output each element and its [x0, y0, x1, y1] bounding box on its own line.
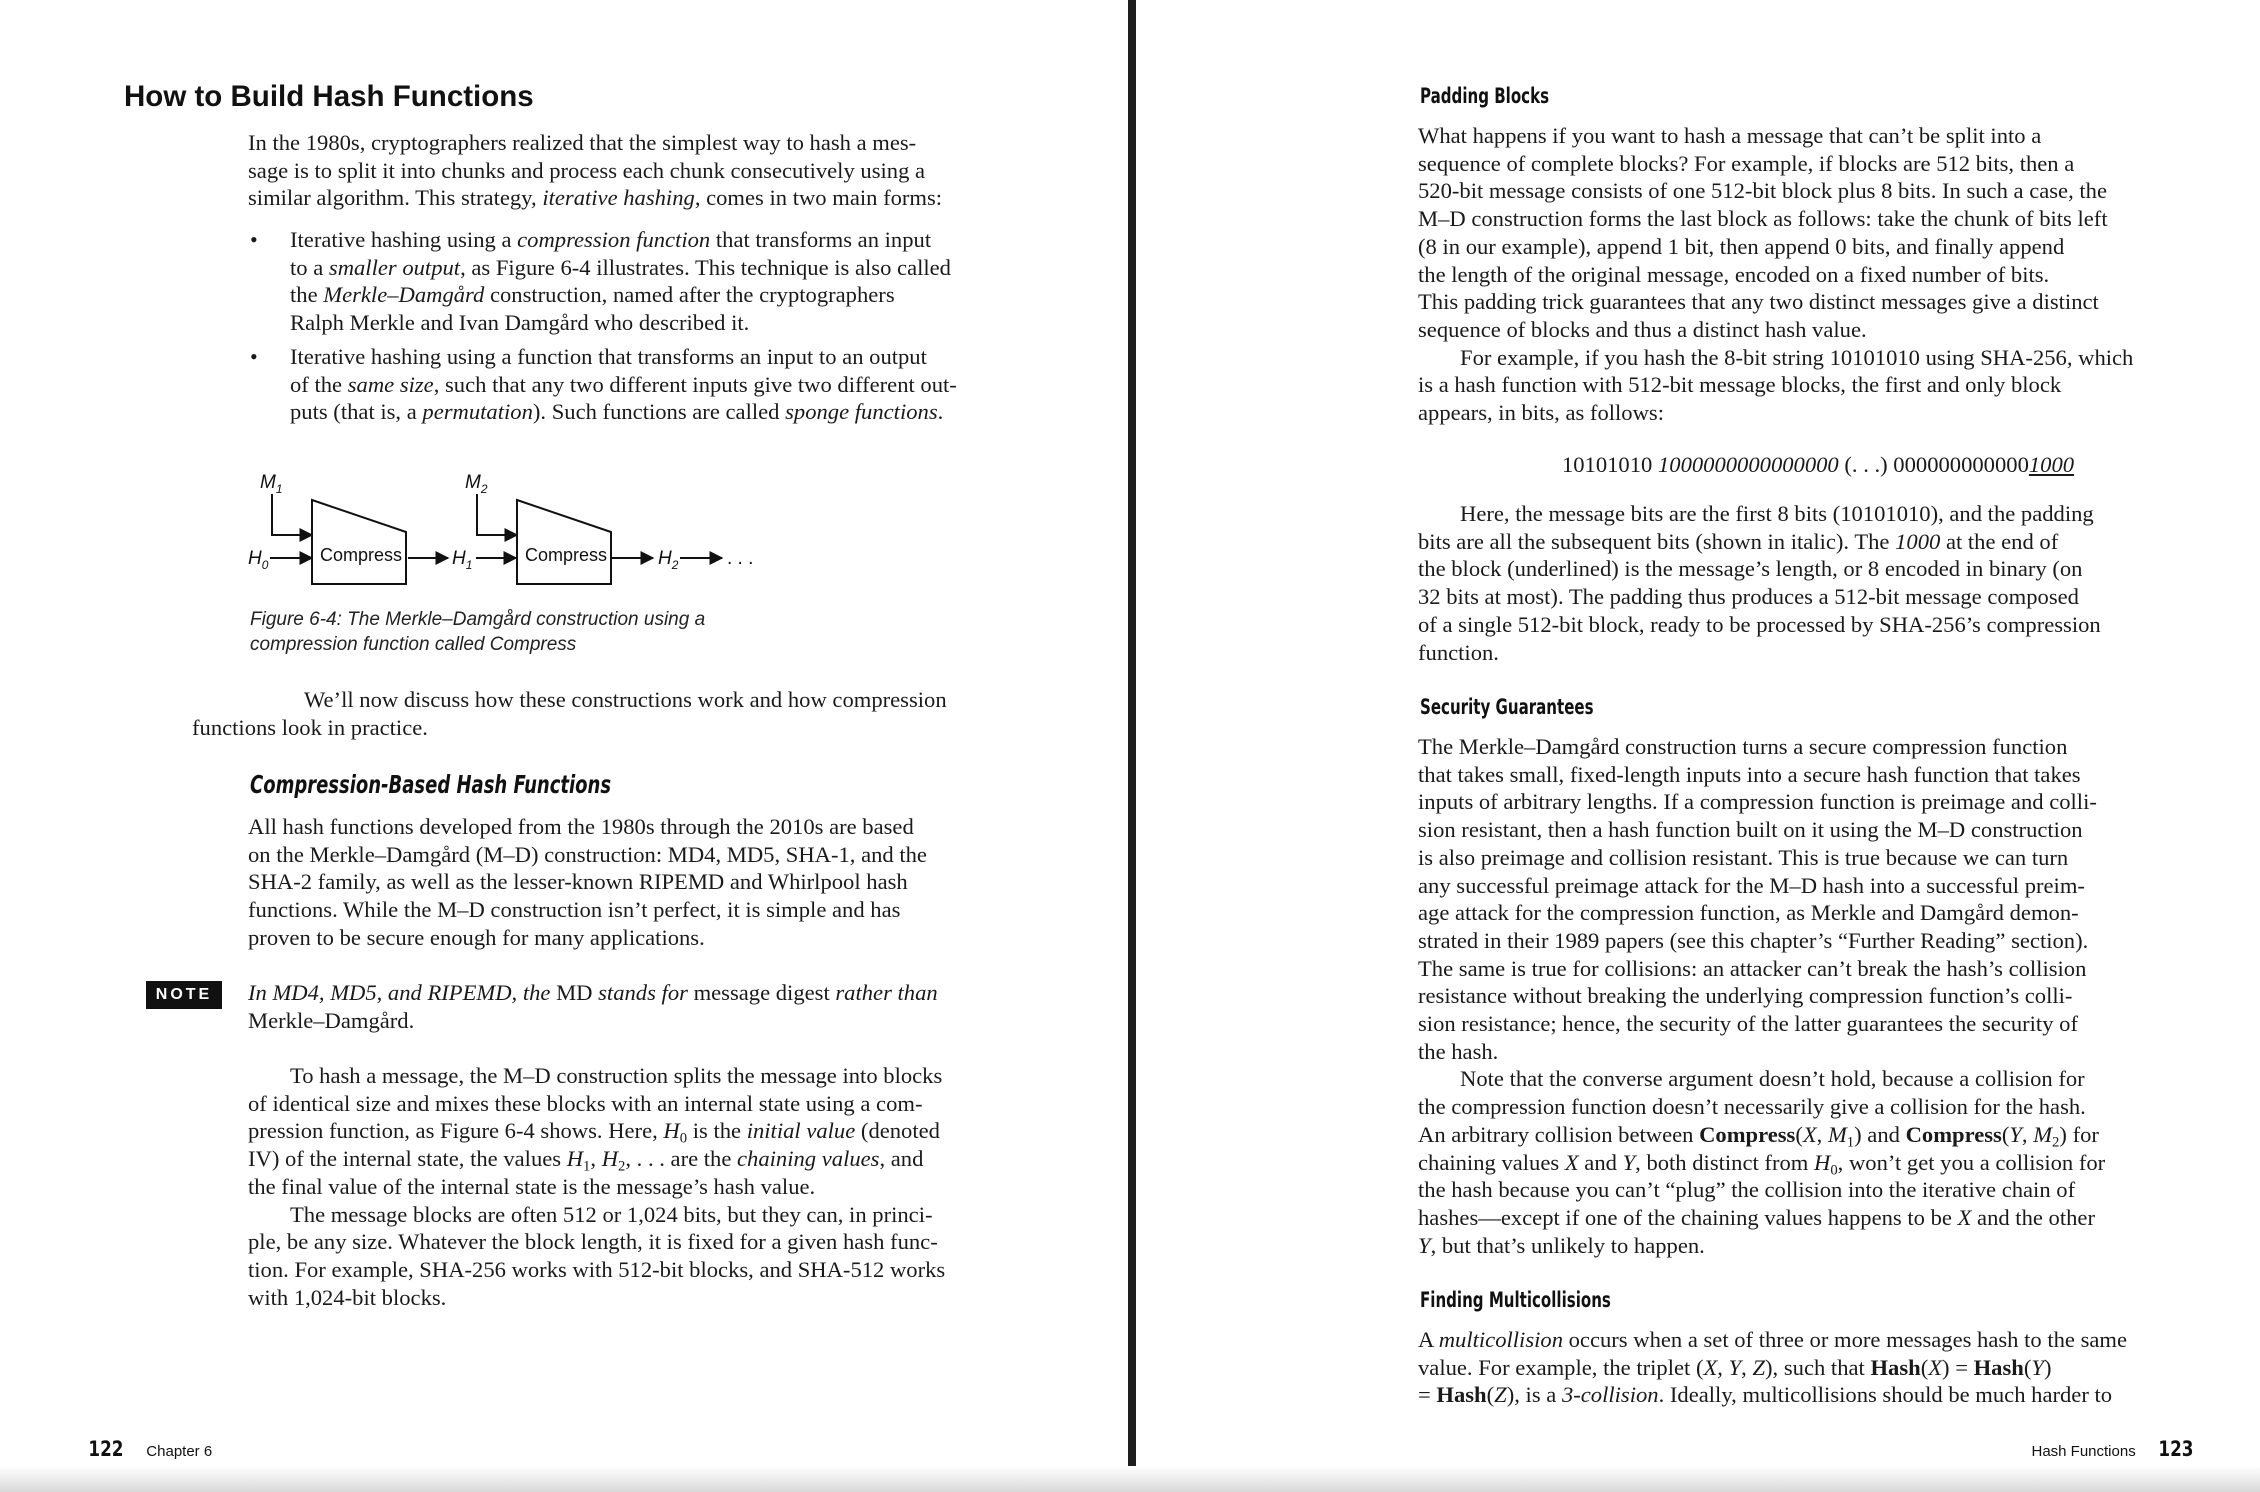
m2-label: $M_2$	[465, 472, 488, 496]
merkle-damgard-figure	[240, 460, 780, 600]
chapter-heading: How to Build Hash Functions	[124, 80, 534, 113]
m1-arrow	[272, 494, 312, 535]
intro-paragraph: In the 1980s, cryptographers realized that the simplest way to hash a mes- sage is to split it into chunks and process each chunk consecutively using a similar algorithm. This strategy, iterative hashing, comes in two main forms:	[248, 130, 943, 211]
left-folio	[84, 1437, 212, 1461]
h2-label: $H_2$	[658, 548, 679, 572]
list-item: • Iterative hashing using a compression function that transforms an input to a smaller output, as Figure 6-4 illustrates. This technique is also called the Merkle–Damgård construction, named after the cryptographers Ralph Merkle and Ivan Damgård who described it.	[248, 226, 1048, 337]
note-label: NOTE	[146, 981, 222, 1009]
bottom-shadow	[0, 1466, 2260, 1492]
page-number: 123	[2158, 1437, 2194, 1461]
figure-caption: Figure 6-4: The Merkle–Damgård construction using a compression function called Compress	[250, 609, 706, 655]
list-item: • Iterative hashing using a function that transforms an input to an output of the same size, such that any two different inputs give two different out- puts (that is, a permutation). Such functions are called sponge functions.	[248, 343, 1048, 426]
compress-label-1: Compress	[320, 545, 403, 565]
note-text: In MD4, MD5, and RIPEMD, the MD stands for message digest rather than Merkle–Damgård.	[248, 980, 938, 1033]
right-folio	[2031, 1437, 2198, 1461]
h1-label: $H_1$	[452, 548, 473, 572]
running-footer: Hash Functions	[2031, 1443, 2136, 1460]
m2-arrow	[477, 494, 517, 535]
h0-label: $H_0$	[248, 548, 269, 572]
running-footer: Chapter 6	[146, 1443, 213, 1460]
after-figure-paragraph: We’ll now discuss how these constructions work and how compression functions look in practice.	[192, 687, 947, 740]
m1-label: $M_1$	[260, 472, 283, 496]
security-heading: Security Guarantees	[1420, 695, 1594, 720]
multicollisions-heading: Finding Multicollisions	[1420, 1288, 1611, 1313]
compression-paragraph: All hash functions developed from the 1980s through the 2010s are based on the Merkle–Damgård (M–D) construction: MD4, MD5, SHA-1, and the SHA-2 family, as well as the lesser-known RIPEMD and Whirlpool hash functions. While the M–D construction isn’t perfect, it is simple and has proven to be secure enough for many applications.	[248, 814, 927, 950]
forms-list	[248, 226, 1048, 432]
page-number: 122	[88, 1437, 124, 1461]
padding-explanation: Here, the message bits are the first 8 bits (10101010), and the padding bits are all the subsequent bits (shown in italic). The 1000 at the end of the block (underlined) is the message’s length, or 8 encoded in binary (on 32 bits at most). The padding thus produces a 512-bit message composed of a single 512-bit block, ready to be processed by SHA-256’s compression function.	[1418, 501, 2101, 665]
padding-heading: Padding Blocks	[1420, 84, 1550, 109]
compress-box-2	[517, 500, 611, 584]
left-page	[0, 0, 1128, 1492]
ellipsis: . . .	[727, 548, 754, 569]
compress-label-2: Compress	[525, 545, 608, 565]
multicollision-paragraph: A multicollision occurs when a set of three or more messages hash to the same value. For example, the triplet (X, Y, Z), such that Hash(X) = Hash(Y) = Hash(Z), is a 3-collision. Ideally, multicollisions should be much harder to	[1418, 1327, 2128, 1408]
right-page	[1136, 0, 2260, 1492]
bit-string: 10101010 1000000000000000 (. . .) 0000000000001000	[1561, 452, 2075, 477]
security-paragraph: The Merkle–Damgård construction turns a secure compression function that takes small, fixed-length inputs into a secure hash function that takes inputs of arbitrary lengths. If a compression function is preimage and colli- sion resistant, then a hash function built on it using the M–D construction is also preimage and collision resistant. This is true because we can turn any successful preimage attack for the M–D hash into a successful preim- age attack for the compression function, as Merkle and Damgård demon- strated in their 1989 papers (see this chapter’s “Further Reading” section). The same is true for collisions: an attacker can’t break the hash’s collision resistance without breaking the underlying compression function’s colli- sion resistance; hence, the security of the latter guarantees the security of the hash. Note that the converse argument doesn’t hold, because a collision for the compression function doesn’t necessarily give a collision for the hash. An arbitrary collision between Compress(X, $M_1$) and Compress(Y, $M_2$) for chaining values X and Y, both distinct from $H_0$, won’t get you a collision for the hash because you can’t “plug” the collision into the iterative chain of hashes—except if one of the chaining values happens to be X and the other Y, but that’s unlikely to happen.	[1418, 734, 2106, 1258]
hash-message-paragraph: To hash a message, the M–D construction splits the message into blocks of identical size and mixes these blocks with an internal state using a com- pression function, as Figure 6-4 shows. Here, $H_0$ is the initial value (denoted IV) of the internal state, the values $H_1$, $H_2$, . . . are the chaining values, and the final value of the internal state is the message’s hash value. The message blocks are often 512 or 1,024 bits, but they can, in princi- ple, be any size. Whatever the block length, it is fixed for a given hash func- tion. For example, SHA-256 works with 512-bit blocks, and SHA-512 works with 1,024-bit blocks.	[248, 1063, 946, 1310]
padding-paragraph: What happens if you want to hash a message that can’t be split into a sequence of complete blocks? For example, if blocks are 512 bits, then a 520-bit message consists of one 512-bit block plus 8 bits. In such a case, the M–D construction forms the last block as follows: take the chunk of bits left (8 in our example), append 1 bit, then append 0 bits, and finally append the length of the original message, encoded on a fixed number of bits. This padding trick guarantees that any two distinct messages give a distinct sequence of blocks and thus a distinct hash value. For example, if you hash the 8-bit string 10101010 using SHA-256, which is a hash function with 512-bit message blocks, the first and only block appears, in bits, as follows:	[1418, 123, 2134, 426]
compression-subheading: Compression-Based Hash Functions	[250, 770, 612, 799]
book-gutter	[1128, 0, 1136, 1492]
compress-box-1	[312, 500, 406, 584]
